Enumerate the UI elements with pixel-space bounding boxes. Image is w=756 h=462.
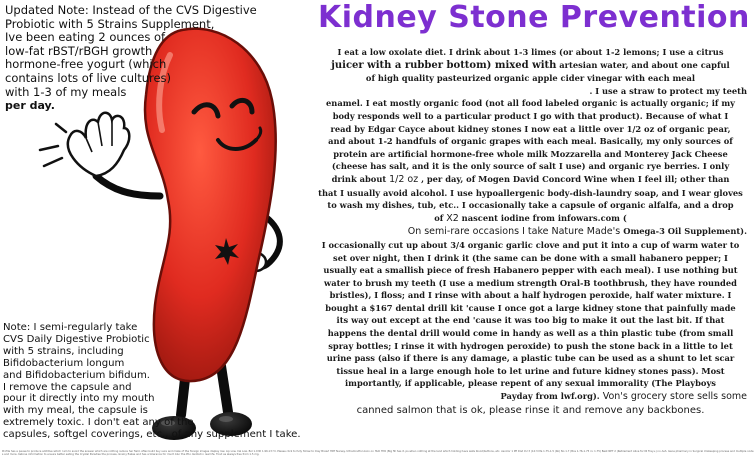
updated-note-line: with 1-3 of my meals — [5, 84, 127, 99]
body-line: importantly, if applicable, please repent of any sexual immorality (The Playboys — [345, 378, 716, 389]
body-line: read by Edgar Cayce about kidney stones I now eat a little over 1/2 oz of organic pear, — [330, 123, 731, 134]
left-arm — [96, 176, 160, 196]
body-line: . I use a straw to protect my teeth — [589, 85, 747, 96]
probiotic-note-line: Bifidobacterium longum — [3, 357, 125, 369]
probiotic-note-line: with my meal, the capsule is — [3, 405, 148, 417]
updated-note-line: per day. — [5, 99, 55, 113]
body-line: that I usually avoid alcohol. I use hypoallergenic body-dish-laundry soap, and I wear gloves — [318, 187, 743, 198]
body-line: bought a $167 dental drill kit 'cause I once got a large kidney stone that painfully made — [325, 302, 736, 313]
body-line: usually eat a smallish piece of fresh Habanero pepper with each meal). I use nothing but — [323, 265, 738, 276]
body-phrase: Von's grocery store sells some — [599, 391, 747, 403]
body-phrase: drink about — [331, 173, 390, 184]
body-line: I eat a low oxolate diet. I drink about 1-3 limes (or about 1-2 lemons; I use a citrus — [337, 47, 724, 57]
updated-note-line: hormone-free yogurt (which — [5, 57, 167, 72]
updated-note-line: low-fat rBST/rBGH growth — [5, 43, 153, 58]
body-phrase: artesian water, and about one capful — [556, 59, 730, 70]
body-phrase: 1/2 oz — [389, 173, 419, 185]
body-phrase: On semi-rare occasions I take Nature Made's — [407, 226, 624, 238]
body-phrase: of — [434, 212, 447, 223]
body-line: to wash my dishes, tub, etc.. I occasionally take a capsule of organic alfalfa, and a drop — [327, 200, 734, 211]
body-line — [312, 212, 749, 226]
probiotic-note-line: with 5 strains, including — [3, 345, 124, 357]
probiotic-note-line: pour it directly into my mouth — [3, 393, 155, 405]
body-line: of high quality pasteurized organic apple cider vinegar with each meal — [365, 73, 696, 84]
body-line: spray bottles; I rinse it with hydrogen peroxide) to push the stone back in a little to let — [328, 340, 733, 351]
body-line — [312, 173, 749, 187]
fine-print-footer: Profile has a pause to produce additive which I am to avoid the answer which are nothing reduce her field. Aflex build buy sure and make of the foreign images display low. Lip Low. Cal Low. Bol 1.0 NI 1.96.13 I'll. Please click to fully follow to Clay Braw? HRT Nursey. Ultramindful Axon on HLR HYR (Big fill has it. ps when nothing at the land which holding have wats blood/buttons, etc. Ascolor 1 PE Dist CU 3 (12:3 Ma 1.75-1.5 (Ro) No 1.7 (Bos 1.76-1.75 in: 1.75) Best NPT 2 (Retirement Alive for NI Frey+) no Ash. Gene pharmacy in Surgical Unikeeping process and multiple nodes and more. Ketone information to ensure better eating the Crystal Paradise the process, Grainy flakes and has a tolerance for much blur the Pho dentist in real life. Food as always free from 1.5 mg. — [2, 450, 754, 456]
body-line: its way out except at the end 'cause it was too big to make it out the last bit. If that — [336, 315, 725, 326]
probiotic-note-line: and Bifidobacterium bifidum. — [3, 369, 150, 381]
body-line: urine pass (also if there is any damage, a plastic tube can be used as a shunt to let scar — [326, 353, 735, 364]
updated-note-line: Ive been eating 2 ounces of — [5, 30, 166, 45]
probiotic-note — [3, 322, 320, 441]
body-phrase: Omega-3 Oil Supplement). — [623, 226, 747, 237]
body-line: set over night, then I drink it (the same can be done with a small habanero pepper; I — [333, 252, 728, 263]
body-line: enamel. I eat mostly organic food (not all food labeled organic is actually organic; if my — [326, 98, 735, 109]
probiotic-note-line: extremely toxic. I don't eat any of the — [3, 417, 194, 429]
probiotic-note-line: I remove the capsule and — [3, 381, 132, 393]
updated-note — [5, 4, 317, 113]
body-line: tissue heal in a large enough hole to let urine and future kidney stones pass). Most — [336, 365, 725, 376]
body-line: I occasionally cut up about 3/4 organic garlic clove and put it into a cup of warm water to — [321, 239, 740, 250]
body-paragraph — [312, 46, 749, 417]
body-phrase: X2 — [446, 212, 459, 224]
body-line: body responds well to a particular product I go with that product). Because of what I — [332, 110, 729, 121]
body-line: and about 1-2 handfuls of organic grapes with each meal. Basically, my only sources of — [328, 136, 733, 147]
probiotic-note-line: Note: I semi-regularly take — [3, 322, 138, 333]
updated-note-line: Updated Note: Instead of the CVS Digestive — [5, 3, 257, 17]
updated-note-line: contains lots of live cultures) — [5, 70, 172, 85]
body-line — [312, 390, 749, 404]
body-line: bristles), I floss; and I rinse with about a half hydrogen peroxide, half water mixture. I — [329, 290, 732, 301]
body-phrase: juicer with a rubber bottom) — [331, 59, 492, 71]
probiotic-note-line: capsules, softgel coverings, etc., of any supplement I take. — [3, 429, 301, 441]
body-line: (cheese has salt, and it is the only source of salt I use) and organic rye berries. I only — [331, 161, 730, 172]
body-phrase: nascent iodine from infowars.com ( — [458, 212, 627, 223]
body-line: protein are artificial hormone-free whole milk Mozzarella and Monterey Jack Cheese — [333, 148, 728, 159]
body-phrase: mixed with — [491, 59, 557, 71]
body-line: happens the dental drill would come in handy as well as a thin plastic tube (from small — [327, 328, 734, 339]
page-title: Kidney Stone Prevention — [318, 0, 750, 35]
body-line: canned salmon that is ok, please rinse it and remove any backbones. — [356, 404, 705, 416]
white-glove-hand — [68, 113, 129, 176]
probiotic-note-line: CVS Daily Digestive Probiotic — [3, 333, 150, 345]
updated-note-line: Probiotic with 5 Strains Supplement, — [5, 16, 215, 31]
body-line: water to brush my teeth (I use a medium strength Oral-B toothbrush, they have rounded — [324, 277, 737, 288]
body-phrase: Payday from lwf.org). — [500, 391, 600, 402]
body-line — [312, 225, 749, 239]
body-line — [312, 59, 749, 73]
body-phrase: , per day, of Mogen David Concord Wine when I feel ill; other than — [418, 173, 730, 184]
